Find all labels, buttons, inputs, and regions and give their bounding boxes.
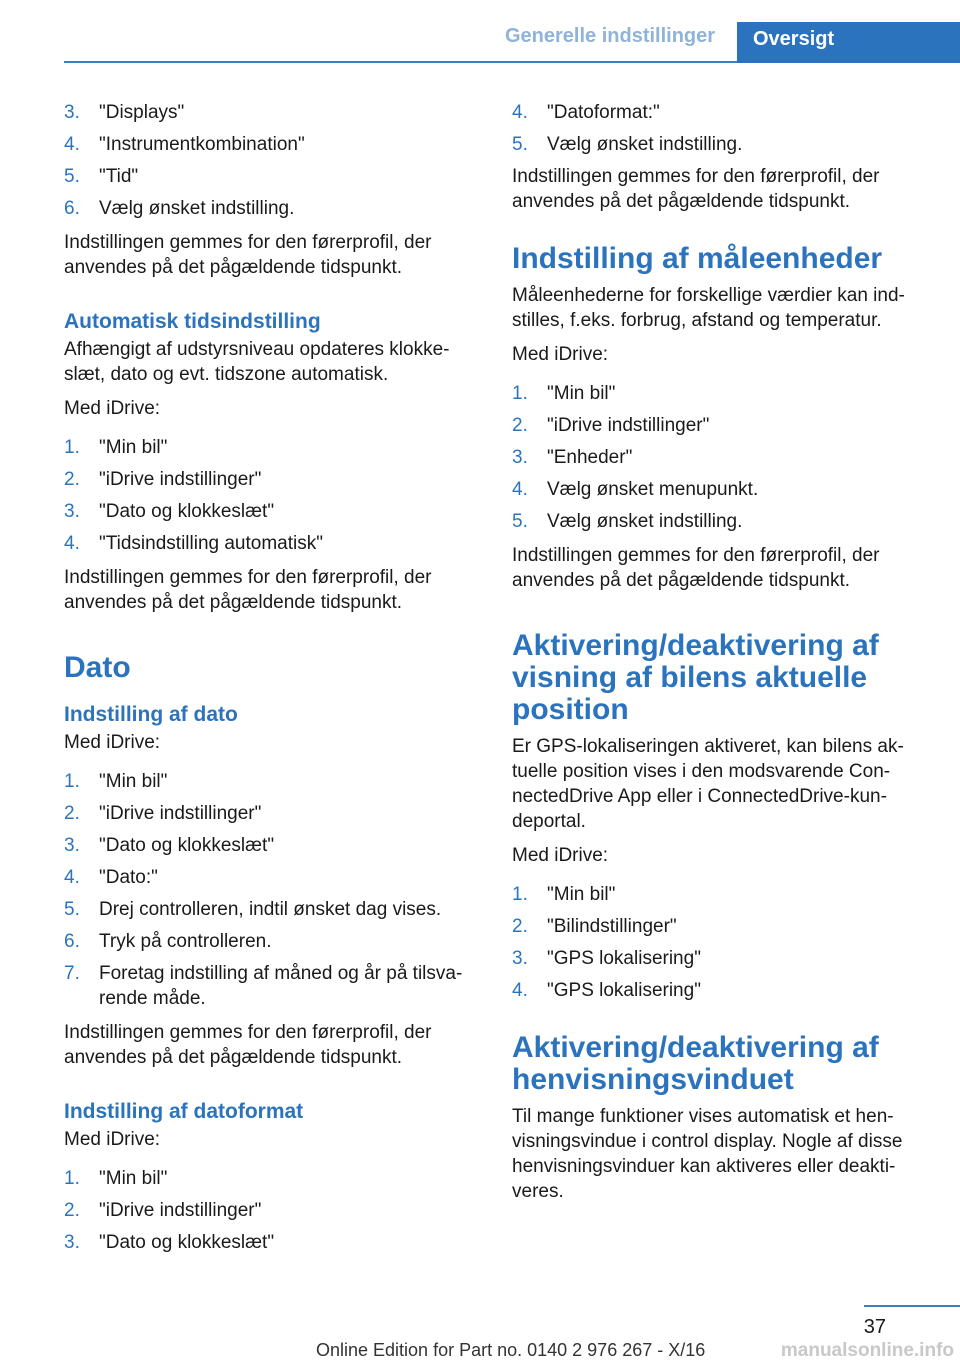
heading-dato: Dato — [64, 651, 131, 684]
list-item-text: "Min bil" — [99, 771, 168, 792]
list-item-number: 2. — [512, 415, 528, 436]
list-item-number: 1. — [64, 437, 80, 458]
list-item-number: 1. — [64, 771, 80, 792]
list-item — [64, 833, 484, 858]
list-item-number: 4. — [512, 479, 528, 500]
list-item-text: "iDrive indstillinger" — [99, 1200, 262, 1221]
list-item-text: "GPS lokalisering" — [547, 980, 701, 1001]
list-position — [512, 882, 932, 1003]
list-item-text: Vælg ønsket indstilling. — [547, 134, 743, 155]
list-item — [512, 132, 932, 157]
list-item — [64, 897, 484, 922]
list-item-number: 1. — [512, 884, 528, 905]
list-date — [64, 769, 484, 1011]
paragraph: Med iDrive: — [64, 398, 161, 419]
list-item-number: 6. — [64, 931, 80, 952]
edition-note: Online Edition for Part no. 0140 2 976 267 - X/16 — [316, 1340, 706, 1360]
list-item — [64, 769, 484, 794]
list-item-text: "Bilindstillinger" — [547, 916, 677, 937]
heading-set-date: Indstilling af dato — [64, 703, 238, 726]
list-item — [512, 445, 932, 470]
list-item-text: "Datoformat:" — [547, 102, 660, 123]
list-item-text: "Dato og klokkeslæt" — [99, 1232, 275, 1253]
list-units — [512, 381, 932, 534]
list-item-number: 3. — [64, 835, 80, 856]
section-title: Generelle indstillinger — [505, 25, 716, 47]
list-format — [64, 1166, 484, 1255]
list-top — [64, 100, 484, 221]
list-format-cont — [512, 100, 932, 157]
list-item — [512, 882, 932, 907]
list-item — [64, 435, 484, 460]
list-item — [64, 1166, 484, 1191]
list-item-number: 1. — [64, 1168, 80, 1189]
list-item-number: 4. — [512, 980, 528, 1001]
list-item-number: 3. — [512, 948, 528, 969]
list-item-number: 4. — [64, 533, 80, 554]
list-item — [64, 961, 484, 1011]
list-item-number: 4. — [512, 102, 528, 123]
right-column — [512, 100, 932, 1213]
list-item-number: 2. — [64, 1200, 80, 1221]
list-item-number: 5. — [64, 899, 80, 920]
heading-units: Indstilling af måleenheder — [512, 242, 883, 275]
list-item-text: "GPS lokalisering" — [547, 948, 701, 969]
list-item-number: 3. — [512, 447, 528, 468]
paragraph: Indstillingen gemmes for den førerprofil, der anvendes på det pågældende tidspunkt. — [512, 166, 880, 212]
list-item-text: Vælg ønsket indstilling. — [99, 198, 295, 219]
list-item-text: "Min bil" — [99, 437, 168, 458]
paragraph: Er GPS-lokaliseringen aktiveret, kan bilens ak-tuelle position vises i den modsvarende Con-nectedDrive App eller i ConnectedDrive-kun-deportal. — [512, 736, 904, 832]
list-item-text: "Enheder" — [547, 447, 633, 468]
list-auto — [64, 435, 484, 556]
list-item-number: 2. — [64, 803, 80, 824]
heading-position: Aktivering/deaktivering af visning af bilens aktuelle position — [512, 629, 879, 726]
list-item-number: 6. — [64, 198, 80, 219]
list-item-text: "Instrumentkombination" — [99, 134, 305, 155]
list-item-number: 3. — [64, 1232, 80, 1253]
left-column — [64, 100, 484, 1264]
list-item — [64, 100, 484, 125]
list-item-number: 2. — [512, 916, 528, 937]
list-item-text: "iDrive indstillinger" — [547, 415, 710, 436]
list-item-text: Vælg ønsket menupunkt. — [547, 479, 759, 500]
list-item-number: 5. — [512, 134, 528, 155]
paragraph: Indstillingen gemmes for den førerprofil, der anvendes på det pågældende tidspunkt. — [64, 567, 432, 613]
list-item-text: "Displays" — [99, 102, 185, 123]
watermark: manualsonline.info — [780, 1340, 954, 1361]
list-item-number: 4. — [64, 867, 80, 888]
tab-oversigt: Oversigt — [737, 22, 960, 63]
paragraph: Måleenhederne for forskellige værdier kan ind-stilles, f.eks. forbrug, afstand og temperatur. — [512, 285, 905, 331]
paragraph: Afhængigt af udstyrsniveau opdateres klokke-slæt, dato og evt. tidszone automatisk. — [64, 339, 450, 385]
list-item — [64, 1230, 484, 1255]
list-item-text: "Min bil" — [547, 383, 616, 404]
list-item — [64, 1198, 484, 1223]
list-item-number: 3. — [64, 102, 80, 123]
page-number: 37 — [863, 1316, 886, 1338]
list-item-number: 5. — [512, 511, 528, 532]
list-item-number: 4. — [64, 134, 80, 155]
list-item-number: 5. — [64, 166, 80, 187]
list-item-text: "Tid" — [99, 166, 139, 187]
paragraph: Til mange funktioner vises automatisk et hen-visningsvindue i control display. Nogle af disse henvisningsvinduer kan aktiveres eller deakti-veres. — [512, 1106, 903, 1202]
list-item — [64, 865, 484, 890]
footer-rule — [864, 1305, 960, 1307]
list-item-text: "iDrive indstillinger" — [99, 803, 262, 824]
list-item — [512, 477, 932, 502]
list-item — [512, 413, 932, 438]
list-item — [512, 946, 932, 971]
list-item-number: 7. — [64, 963, 80, 984]
list-item — [64, 801, 484, 826]
list-item-text: Vælg ønsket indstilling. — [547, 511, 743, 532]
list-item — [512, 100, 932, 125]
paragraph: Med iDrive: — [512, 344, 609, 365]
list-item-text: "iDrive indstillinger" — [99, 469, 262, 490]
heading-hint-window: Aktivering/deaktivering af henvisningsvinduet — [512, 1031, 879, 1096]
paragraph: Indstillingen gemmes for den førerprofil, der anvendes på det pågældende tidspunkt. — [64, 232, 432, 278]
list-item-text: "Min bil" — [99, 1168, 168, 1189]
list-item-text: "Dato:" — [99, 867, 158, 888]
list-item — [64, 132, 484, 157]
heading-automatic-time: Automatisk tidsindstilling — [64, 310, 321, 333]
list-item-text: "Min bil" — [547, 884, 616, 905]
list-item-number: 1. — [512, 383, 528, 404]
list-item — [64, 929, 484, 954]
paragraph: Med iDrive: — [512, 845, 609, 866]
list-item — [512, 381, 932, 406]
paragraph: Indstillingen gemmes for den førerprofil, der anvendes på det pågældende tidspunkt. — [512, 545, 880, 591]
list-item — [64, 164, 484, 189]
list-item-text: "Dato og klokkeslæt" — [99, 501, 275, 522]
paragraph: Med iDrive: — [64, 732, 161, 753]
list-item-text: "Dato og klokkeslæt" — [99, 835, 275, 856]
list-item — [64, 531, 484, 556]
paragraph: Indstillingen gemmes for den førerprofil, der anvendes på det pågældende tidspunkt. — [64, 1022, 432, 1068]
paragraph: Med iDrive: — [64, 1129, 161, 1150]
list-item-text: Tryk på controlleren. — [99, 931, 272, 952]
heading-date-format: Indstilling af datoformat — [64, 1100, 304, 1123]
list-item-text: Foretag indstilling af måned og år på tilsva-rende måde. — [99, 963, 463, 1009]
list-item — [512, 914, 932, 939]
list-item-text: "Tidsindstilling automatisk" — [99, 533, 323, 554]
list-item — [64, 467, 484, 492]
list-item-number: 2. — [64, 469, 80, 490]
list-item-number: 3. — [64, 501, 80, 522]
list-item — [64, 196, 484, 221]
list-item — [64, 499, 484, 524]
list-item — [512, 509, 932, 534]
list-item — [512, 978, 932, 1003]
list-item-text: Drej controlleren, indtil ønsket dag vises. — [99, 899, 442, 920]
